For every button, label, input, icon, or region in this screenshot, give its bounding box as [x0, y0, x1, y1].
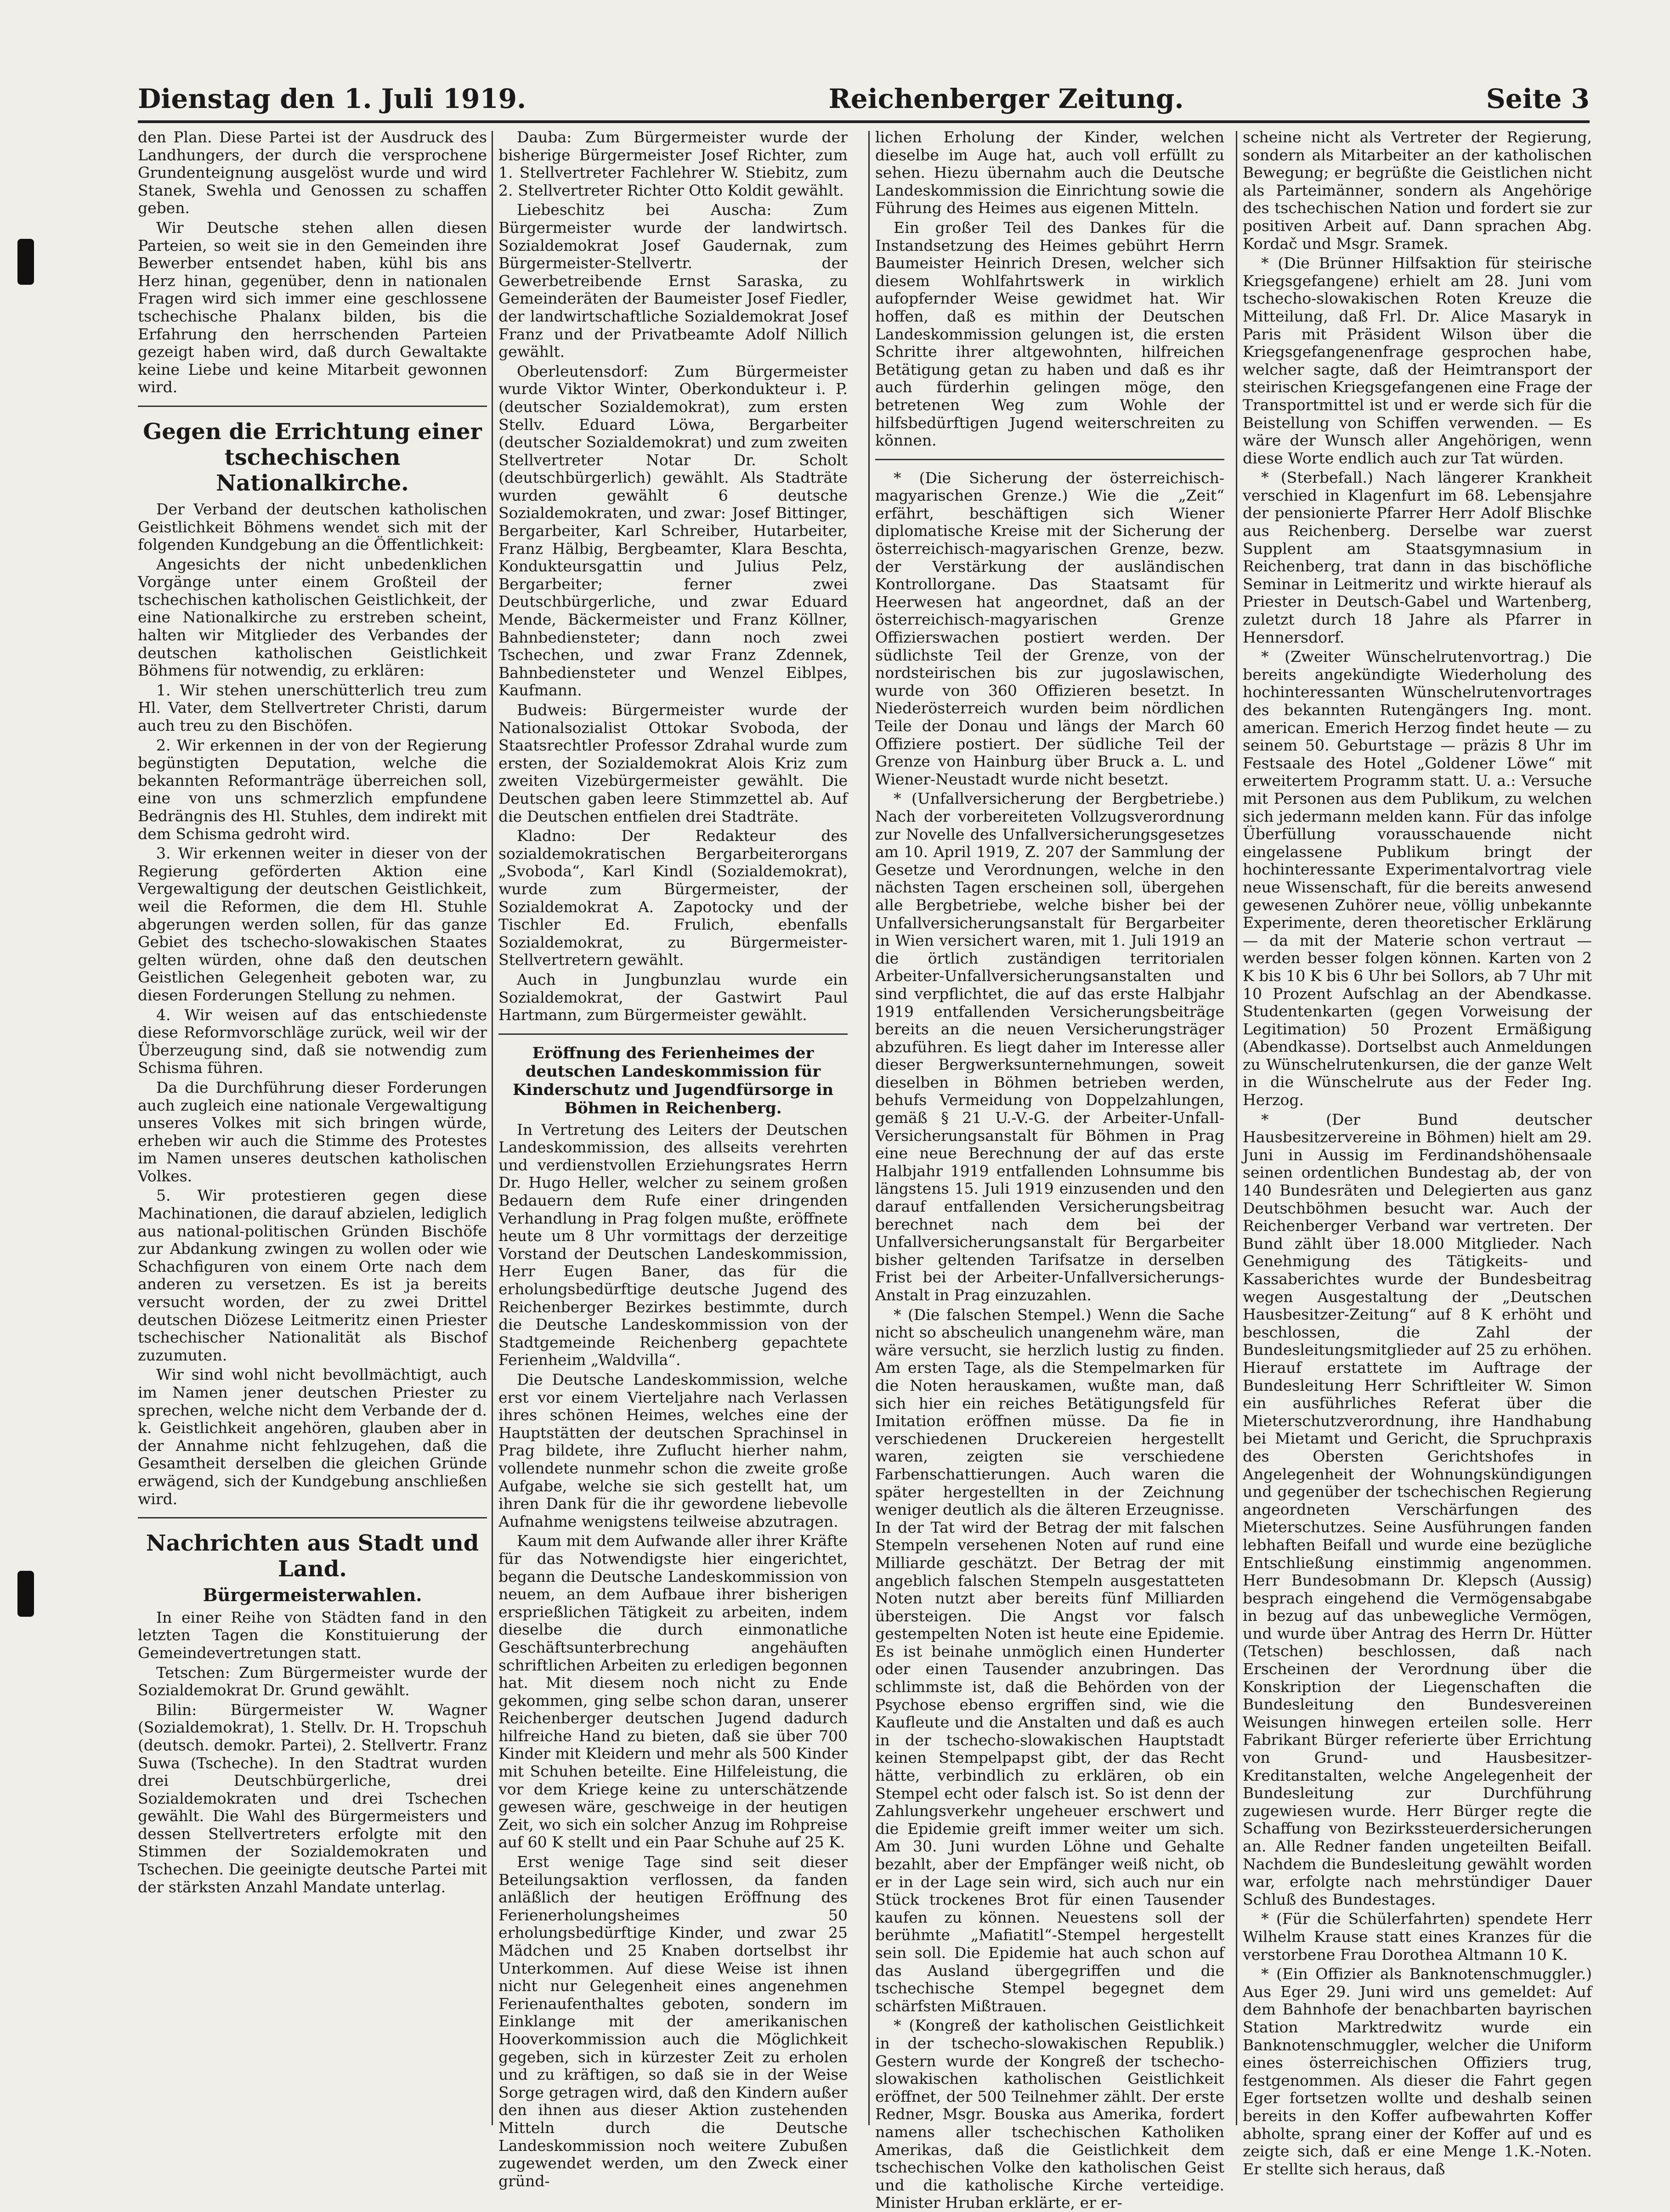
divider — [138, 1517, 487, 1518]
column-1 — [138, 129, 487, 2125]
paragraph: Liebeschitz bei Auscha: Zum Bürgermeister wurde der landwirtsch. Sozialdemokrat Josef Gaudernak, zum Bürgermeister-Stellvertr. der Gewerbetreibende Ernst Saraska, zu Gemeinderäten der Baumeister Josef Fiedler, der landwirtschaftliche Sozialdemokrat Josef Franz und der Privatbeamte Adolf Nillich gewählt. — [498, 201, 848, 361]
binding-hole — [17, 239, 34, 285]
header-rule — [138, 120, 1590, 123]
paragraph: Oberleutensdorf: Zum Bürgermeister wurde Viktor Winter, Oberkondukteur i. P. (deutscher Sozialdemokrat), zum ersten Stellv. Eduard Löwa, Bergarbeiter (deutscher Sozialdemokrat) und zum zweiten Stellvertreter Notar Dr. Scholt (deutschbürgerlich) gewählt. Als Stadträte wurden gewählt 6 deutsche Sozialdemokraten, und zwar: Josef Bittinger, Bergarbeiter, Karl Schreiber, Hutarbeiter, Franz Hälbig, Bergbeamter, Klara Beschta, Kondukteursgattin und Julius Pelz, Bergarbeiter; ferner zwei Deutschbürgerliche, und zwar Eduard Mende, Bäckermeister und Franz Köllner, Bahnbediensteter; dann noch zwei Tschechen, und zwar Franz Zdennek, Bahnbediensteter und Wenzel Eiblpes, Kaufmann. — [498, 362, 848, 700]
news-item: * (Der Bund deutscher Hausbesitzervereine in Böhmen) hielt am 29. Juni in Aussig im Ferdinandshöhensaale seinen ordentlichen Bundestag ab, der von 140 Bundesräten und Delegierten aus ganz Deutschböhmen besucht war. Auch der Reichenberger Verband war vertreten. Der Bund zählt über 18.000 Mitglieder. Nach Genehmigung des Tätigkeits- und Kassaberichtes wurde der Bundesbeitrag wegen Ausgestaltung der „Deutschen Hausbesitzer-Zeitung“ auf 8 K erhöht und beschlossen, die Zahl der Bundesleitungsmitglieder auf 25 zu erhöhen. Hierauf erstattete im Auftrage der Bundesleitung Herr Schriftleiter W. Simon ein ausführliches Referat über die Mieterschutzverordnung, ihre Handhabung bei Mietamt und Gericht, die Spruchpraxis des Obersten Gerichtshofes in Angelegenheit der Wohnungskündigungen und gegenüber der tschechischen Regierung angeordneten Verschärfungen des Mieterschutzes. Seine Ausführungen fanden lebhaften Beifall und wurde eine bezügliche Entschließung einstimmig angenommen. Herr Bundesobmann Dr. Klepsch (Aussig) besprach eingehend die Vermögensabgabe in bezug auf das unbewegliche Vermögen, und wurde über Antrag des Herrn Dr. Hütter (Tetschen) beschlossen, daß nach Erscheinen der Verordnung über die Konskription der Liegenschaften die Bundesleitung den Bundesvereinen Weisungen hinwegen erteilen solle. Herr Fabrikant Bürger referierte über Errichtung von Grund- und Hausbesitzer-Kreditanstalten, welche Angelegenheit der Bundesleitung zur Durchführung zugewiesen wurde. Herr Bürger regte die Schaffung von Bezirkssteuerdersicherungen an. Alle Redner fanden ungeteilten Beifall. Nachdem die Bundesleitung gewählt worden war, erfolgte nach mehrstündiger Dauer Schluß des Bundestages. — [1243, 1110, 1592, 1908]
paragraph: Erst wenige Tage sind seit dieser Beteilungsaktion verflossen, da fanden anläßlich der heutigen Eröffnung des Ferienerholungsheimes 50 erholungsbedürftige Kinder, und zwar 25 Mädchen und 25 Knaben dortselbst ihr Unterkommen. Auf diese Weise ist ihnen nicht nur Gelegenheit eines angenehmen Ferienaufenthaltes geboten, sondern im Einklange mit der amerikanischen Hooverkommission auch die Möglichkeit gegeben, sich in kürzester Zeit zu erholen und zu kräftigen, so daß sie in der Weise Sorge getragen wird, daß den Kindern außer den ihnen aus dieser Aktion zustehenden Mitteln durch die Deutsche Landeskommission noch weitere Zubußen zugewendet werden, um den Zweck einer gründ- — [498, 1853, 848, 2190]
page-number: Seite 3 — [1486, 83, 1590, 114]
newspaper-title: Reichenberger Zeitung. — [828, 83, 1184, 114]
paragraph: Angesichts der nicht unbedenklichen Vorgänge unter einem Großteil der tschechischen katholischen Geistlichkeit, der eine Nationalkirche zu erstreben scheint, halten wir Mitglieder des Verbandes der deutschen katholischen Geistlichkeit Böhmens für notwendig, zu erklären: — [138, 555, 487, 680]
divider — [138, 406, 487, 407]
paragraph: Dauba: Zum Bürgermeister wurde der bisherige Bürgermeister Josef Richter, zum 1. Stellvertreter Fachlehrer W. Stiebitz, zum 2. Stellvertreter Richter Otto Koldit gewählt. — [498, 128, 848, 199]
paragraph: Wir Deutsche stehen allen diesen Parteien, so weit sie in den Gemeinden ihre Bewerber entsendet haben, kühl bis ans Herz hinan, gegenüber, denn in nationalen Fragen wird sich immer eine geschlossene tschechische Phalanx bilden, bis die Erfahrung den herrschenden Parteien gezeigt haben wird, daß durch Gewaltakte keine Liebe und keine Mitarbeit gewonnen wird. — [138, 218, 487, 396]
paragraph: 5. Wir protestieren gegen diese Machinationen, die darauf abzielen, lediglich aus national-politischen Gründen Bischöfe zur Abdankung zwingen zu wollen oder wie Schachfiguren von einem Orte nach dem anderen zu versetzen. Es ist ja bereits versucht worden, der zu zwei Drittel deutschen Diözese Leitmeritz einen Priester tschechischer Nationalität als Bischof zuzumuten. — [138, 1186, 487, 1364]
news-item: * (Die falschen Stempel.) Wenn die Sache nicht so abscheulich unangenehm wäre, man wäre versucht, sie herzlich lustig zu finden. Am ersten Tage, als die Stempelmarken für die Noten herauskamen, wußte man, daß sich hier ein reiches Betätigungsfeld für Imitation eröffnen müsse. Da fie in verschiedenen Druckereien hergestellt waren, zeigten sie verschiedene Farbenschattierungen. Auch waren die später hergestellten in der Zeichnung weniger deutlich als die älteren Erzeugnisse. In der Tat wird der Betrag der mit falschen Stempeln versehenen Noten auf rund eine Milliarde geschätzt. Der Betrag der mit angeblich falschen Stempeln ausgestatteten Noten nutzt aber bereits fünf Milliarden übersteigen. Die Angst vor falsch gestempelten Noten ist heute eine Epidemie. Es ist beinahe unmöglich einen Hunderter oder einen Tausender anzubringen. Das schlimmste ist, daß die Behörden von der Psychose ebenso ergriffen sind, wie die Kaufleute und die Anstalten und daß es auch in der tschecho-slowakischen Hauptstadt keinen Stempelpapst gibt, der das Recht hätte, verbindlich zu erklären, ob ein Stempel echt oder falsch ist. So ist denn der Zahlungsverkehr ungeheuer erschwert und die Epidemie greift immer weiter um sich. Am 30. Juni wurden Löhne und Gehalte bezahlt, aber der Empfänger weiß nicht, ob er in der Lage sein wird, sich auch nur ein Stück trockenes Brot für einen Tausender kaufen zu können. Neuestens soll der berühmte „Mafiatitl“-Stempel hergestellt sein soll. Die Epidemie hat auch schon auf das Ausland übergegriffen und die tschechische Stempel begegnet dem schärfsten Mißtrauen. — [875, 1305, 1224, 2015]
news-item: * (Unfallversicherung der Bergbetriebe.) Nach der vorbereiteten Vollzugsverordnung zur Novelle des Unfallversicherungsgesetzes am 10. April 1919, Z. 207 der Sammlung der Gesetze und Verordnungen, welche in den nächsten Tagen erscheinen soll, übergehen alle Bergbetriebe, welche bisher bei der Unfallversicherungsanstalt für Bergarbeiter in Wien versichert waren, mit 1. Juli 1919 an die örtlich zuständigen territorialen Arbeiter-Unfallversicherungsanstalten und sind verpflichtet, die auf das erste Halbjahr 1919 entfallenden Versicherungsbeiträge bereits an die neuen Versicherungsträger abzuführen. Es liegt daher im Interesse aller dieser Bergwerksunternehmungen, soweit dieselben in Böhmen betrieben werden, behufs Vermeidung von Doppelzahlungen, gemäß § 21 U.-V.-G. der Arbeiter-Unfall-Versicherungsanstalt für Böhmen in Prag eine neue Berechnung der auf das erste Halbjahr 1919 entfallenden Lohnsumme bis längstens 15. Juli 1919 einzusenden und den darauf entfallenden Versicherungsbeitrag berechnet nach dem bei der Unfallversicherungsanstalt für Bergarbeiter bisher geltenden Tarifsatze in derselben Frist bei der Arbeiter-Unfallversicherungs-Anstalt in Prag einzuzahlen. — [875, 790, 1224, 1304]
news-item: * (Die Sicherung der österreichisch-magyarischen Grenze.) Wie die „Zeit“ erfährt, beschäftigen sich Wiener diplomatische Kreise mit der Sicherung der österreichisch-magyarischen Grenze, bezw. der Verstärkung der ausländischen Kontrollorgane. Das Staatsamt für Heerwesen hat angeordnet, daß an der österreichisch-magyarischen Grenze Offizierswachen postiert werden. Der südlichste Teil der Grenze, von der nordsteirischen bis zur jugoslawischen, wurde von 360 Offizieren besetzt. In Niederösterreich wurden beim nördlichen Teile der Donau und längs der March 60 Offiziere postiert. Der südliche Teil der Grenze von Hainburg über Bruck a. L. und Wiener-Neustadt wurde nicht besetzt. — [875, 468, 1224, 788]
news-item: * (Zweiter Wünschelrutenvortrag.) Die bereits angekündigte Wiederholung des hochinteressanten Wünschelrutenvortrages des bekannten Rutengängers Ing. mont. american. Emerich Herzog findet heute — zu seinem 50. Geburtstage — präzis 8 Uhr im Festsaale des Hotel „Goldener Löwe“ mit erweitertem Programm statt. U. a.: Versuche mit Personen aus dem Publikum, zu welchen sich jedermann melden kann. Für das infolge Überfüllung vorausschauende nicht eingelassene Publikum bringt der hochinteressante Experimentalvortrag viele neue Wissenschaft, für die bereits anwesend gewesenen Zuhörer neue, völlig unbekannte Experimente, deren theoretischer Erklärung — da mit der Materie schon vertraut — werden besser folgen können. Karten von 2 K bis 10 K bis 6 Uhr bei Sollors, ab 7 Uhr mit 10 Prozent Aufschlag an der Abendkasse. Studentenkarten (gegen Vorweisung der Legitimation) 50 Prozent Ermäßigung (Abendkasse). Dortselbst auch Anmeldungen zu Wünschelrutenkursen, die der ganze Welt in die Wünschelrute aus der Feder Ing. Herzog. — [1243, 648, 1592, 1109]
paragraph: Kaum mit dem Aufwande aller ihrer Kräfte für das Notwendigste hier eingerichtet, begann die Deutsche Landeskommission von neuem, an dem Aufbaue ihrer bisherigen ersprießlichen Tätigkeit zu arbeiten, indem dieselbe die durch einmonatliche Geschäftsunterbrechung angehäuften schriftlichen Arbeiten zu erledigen begonnen hat. Mit diesem noch nicht zu Ende gekommen, ging selbe schon daran, unserer Reichenberger deutschen Jugend dadurch hilfreiche Hand zu bieten, daß sie über 700 Kinder mit Kleidern und mehr als 500 Kinder mit Schuhen beteilte. Eine Hilfeleistung, die vor dem Kriege keine zu unterschätzende gewesen wäre, geschweige in der heutigen Zeit, wo sich ein solcher Anzug im Rohpreise auf 60 K stellt und ein Paar Schuhe auf 25 K. — [498, 1532, 848, 1851]
paragraph: Der Verband der deutschen katholischen Geistlichkeit Böhmens wendet sich mit der folgenden Kundgebung an die Öffentlichkeit: — [138, 500, 487, 554]
news-item: * (Kongreß der katholischen Geistlichkeit in der tschecho-slowakischen Republik.) Gestern wurde der Kongreß der tschecho-slowakischen katholischen Geistlichkeit eröffnet, der 500 Teilnehmer zählt. Der erste Redner, Msgr. Bouska aus Amerika, fordert namens aller tschechischen Katholiken Amerikas, daß die Geistlichkeit dem tschechischen Volke den katholischen Geist und die katholische Kirche verteidige. Minister Hruban erklärte, er er- — [875, 2016, 1224, 2212]
page-header — [138, 78, 1590, 119]
paragraph: 4. Wir weisen auf das entschiedenste diese Reformvorschläge zurück, weil wir der Überzeugung sind, daß sie notwendig zum Schisma führen. — [138, 1005, 487, 1077]
paragraph: Budweis: Bürgermeister wurde der Nationalsozialist Ottokar Svoboda, der Staatsrechtler Professor Zdrahal wurde zum ersten, der Sozialdemokrat Alois Kriz zum zweiten Vizebürgermeister gewählt. Die Deutschen gaben leere Stimmzettel ab. Auf die Deutschen entfielen drei Stadträte. — [498, 701, 848, 825]
paragraph: Ein großer Teil des Dankes für die Instandsetzung des Heimes gebührt Herrn Baumeister Heinrich Dresen, welcher sich diesem Wohlfahrtswerk in wirklich aufopfernder Weise gewidmet hat. Wir hoffen, daß es mithin der Deutschen Landeskommission gelungen ist, die ersten Schritte ihrer altgewohnten, hilfreichen Betätigung getan zu haben und daß es ihr auch fürderhin gelingen möge, den betretenen Weg zum Wohle der hilfsbedürftigen Jugend weiterschreiten zu können. — [875, 218, 1224, 450]
column-4 — [1243, 128, 1592, 2178]
news-item: * (Die Brünner Hilfsaktion für steirische Kriegsgefangene) erhielt am 28. Juni vom tschecho-slowakischen Roten Kreuze die Mitteilung, daß Frl. Dr. Alice Masaryk in Paris mit Präsident Wilson über die Kriegsgefangenenfrage gesprochen habe, welcher sagte, daß der Heimtransport der steirischen Kriegsgefangenen eine Frage der Transportmittel ist und er werde sich für die Beistellung von Schiffen verwenden. — Es wäre der Wunsch aller Angehörigen, wenn diese Worte endlich auch zur Tat würden. — [1243, 254, 1592, 467]
paragraph: scheine nicht als Vertreter der Regierung, sondern als Mitarbeiter an der katholischen Bewegung; er begrüßte die Geistlichen nicht als Parteimänner, sondern als Angehörige des tschechischen Nation und fordert sie zur positiven Arbeit auf. Dann sprachen Abg. Kordač und Msgr. Sramek. — [1243, 128, 1592, 253]
paragraph: In einer Reihe von Städten fand in den letzten Tagen die Konstituierung der Gemeindevertretungen statt. — [138, 1608, 487, 1662]
news-item: * (Für die Schülerfahrten) spendete Herr Wilhelm Krause statt eines Kranzes für die verstorbene Frau Dorothea Altmann 10 K. — [1243, 1910, 1592, 1964]
divider — [498, 1033, 848, 1035]
subheading-buergermeisterwahlen: Bürgermeisterwahlen. — [203, 1585, 422, 1606]
issue-date: Dienstag den 1. Juli 1919. — [138, 83, 526, 114]
paragraph: Bilin: Bürgermeister W. Wagner (Sozialdemokrat), 1. Stellv. Dr. H. Tropschuh (deutsch. demokr. Partei), 2. Stellvertr. Franz Suwa (Tscheche). In den Stadtrat wurden drei Deutschbürgerliche, drei Sozialdemokraten und drei Tschechen gewählt. Die Wahl des Bürgermeisters und dessen Stellvertreters erfolgte mit den Stimmen der Sozialdemokraten und Tschechen. Die geeinigte deutsche Partei mit der stärksten Anzahl Mandate unterlag. — [138, 1700, 487, 1896]
section-title-nachrichten: Nachrichten aus Stadt und Land. — [146, 1530, 479, 1582]
news-item: * (Ein Offizier als Banknotenschmuggler.) Aus Eger 29. Juni wird uns gemeldet: Auf dem Bahnhofe der benachbarten bayrischen Station Marktredwitz wurde ein Banknotenschmuggler, welcher die Uniform eines österreichischen Offiziers trug, festgenommen. Als dieser die Fahrt gegen Eger fortsetzen wollte und deshalb seinen bereits in den Koffer aufbewahrten Koffer abholte, sprang einer der Koffer auf und es zeigte sich, daß er eine Menge 1.K.-Noten. Er stellte sich heraus, daß — [1243, 1965, 1592, 2178]
column-rule — [868, 131, 870, 2125]
headline-nationalkirche: Gegen die Errichtung einer tschechischen Nationalkirche. — [143, 418, 482, 496]
paragraph: Wir sind wohl nicht bevollmächtigt, auch im Namen jener deutschen Priester zu sprechen, welche nicht dem Verbande der d. k. Geistlichkeit angehören, glauben aber in der Annahme nicht fehlzugehen, daß die Gesamtheit derselben die gleichen Gründe erwägend, sich der Kundgebung anschließen wird. — [138, 1366, 487, 1508]
paragraph: den Plan. Diese Partei ist der Ausdruck des Landhungers, der durch die versprochene Grundenteignung ausgelöst wurde und wird Stanek, Swehla und Genossen zu schaffen geben. — [138, 128, 487, 217]
paragraph: 3. Wir erkennen weiter in dieser von der Regierung geförderten Aktion eine Vergewaltigung der deutschen Geistlichkeit, weil die Reformen, die dem Hl. Stuhle abgerungen werden sollen, für das ganze Gebiet des tschecho-slowakischen Staates gelten würden, ohne daß den deutschen Geistlichen Gelegenheit geboten war, zu diesen Forderungen Stellung zu nehmen. — [138, 844, 487, 1004]
paragraph: Die Deutsche Landeskommission, welche erst vor einem Vierteljahre nach Verlassen ihres schönen Heimes, welches eine der Hauptstätten der deutschen Sprachinsel in Prag bildete, ihre Zuflucht hierher nahm, vollendete nunmehr schon die zweite große Aufgabe, welche sie sich gestellt hat, um ihren Dank für die ihr gewordene liebevolle Aufnahme wenigstens teilweise abzutragen. — [498, 1371, 848, 1530]
paragraph: Kladno: Der Redakteur des sozialdemokratischen Bergarbeiterorgans „Svoboda“, Karl Kindl (Sozialdemokrat), wurde zum Bürgermeister, der Sozialdemokrat A. Zapotocky und der Tischler Ed. Frulich, ebenfalls Sozialdemokrat, zu Bürgermeister-Stellvertretern gewählt. — [498, 827, 848, 969]
column-3 — [875, 128, 1224, 2212]
paragraph: 1. Wir stehen unerschütterlich treu zum Hl. Vater, dem Stellvertreter Christi, darum auch treu zu den Bischöfen. — [138, 681, 487, 735]
column-rule — [492, 131, 493, 2125]
paragraph: lichen Erholung der Kinder, welchen dieselbe im Auge hat, auch voll erfüllt zu sehen. Hiezu übernahm auch die Deutsche Landeskommission die Einrichtung sowie die Führung des Heimes aus eigenen Mitteln. — [875, 128, 1224, 217]
paragraph: Tetschen: Zum Bürgermeister wurde der Sozialdemokrat Dr. Grund gewählt. — [138, 1663, 487, 1699]
binding-hole — [17, 1571, 34, 1617]
paragraph: In Vertretung des Leiters der Deutschen Landeskommission, des allseits verehrten und verdienstvollen Erziehungsrates Herrn Dr. Hugo Heller, welcher zu seinem großen Bedauern dem Rufe einer dringenden Verhandlung in Prag folgen mußte, eröffnete heute um 8 Uhr vormittags der derzeitige Vorstand der Deutschen Landeskommission, Herr Eugen Baner, das für die erholungsbedürftige deutsche Jugend des Reichenberger Bezirkes bestimmte, durch die Deutsche Landeskommission von der Stadtgemeinde Reichenberg gepachtete Ferienheim „Waldvilla“. — [498, 1120, 848, 1369]
column-2 — [498, 128, 848, 2190]
paragraph: Da die Durchführung dieser Forderungen auch zugleich eine nationale Vergewaltigung unseres Volkes mit sich bringen würde, erheben wir auch die Stimme des Protestes im Namen unseres deutschen katholischen Volkes. — [138, 1078, 487, 1185]
column-rule — [1236, 131, 1237, 2125]
headline-ferienheim: Eröffnung des Ferienheimes der deutschen Landeskommission für Kinderschutz und Jugendfürsorge in Böhmen in Reichenberg. — [512, 1044, 834, 1117]
paragraph: 2. Wir erkennen in der von der Regierung begünstigten Deputation, welche die bekannten Reformanträge überreichen soll, eine von uns schmerzlich empfundene Bedrängnis des Hl. Stuhles, dem indirekt mit dem Schisma gedroht wird. — [138, 736, 487, 843]
paragraph: Auch in Jungbunzlau wurde ein Sozialdemokrat, der Gastwirt Paul Hartmann, zum Bürgermeister gewählt. — [498, 970, 848, 1024]
news-item: * (Sterbefall.) Nach längerer Krankheit verschied in Klagenfurt im 68. Lebensjahre der pensionierte Pfarrer Herr Adolf Blischke aus Reichenberg. Derselbe war zuerst Supplent am Staatsgymnasium in Reichenberg, trat dann in das bischöfliche Seminar in Leitmeritz und wirkte hierauf als Priester in Deutsch-Gabel und Wartenberg, zuletzt durch 18 Jahre als Pfarrer in Hennersdorf. — [1243, 468, 1592, 646]
divider — [875, 459, 1224, 460]
